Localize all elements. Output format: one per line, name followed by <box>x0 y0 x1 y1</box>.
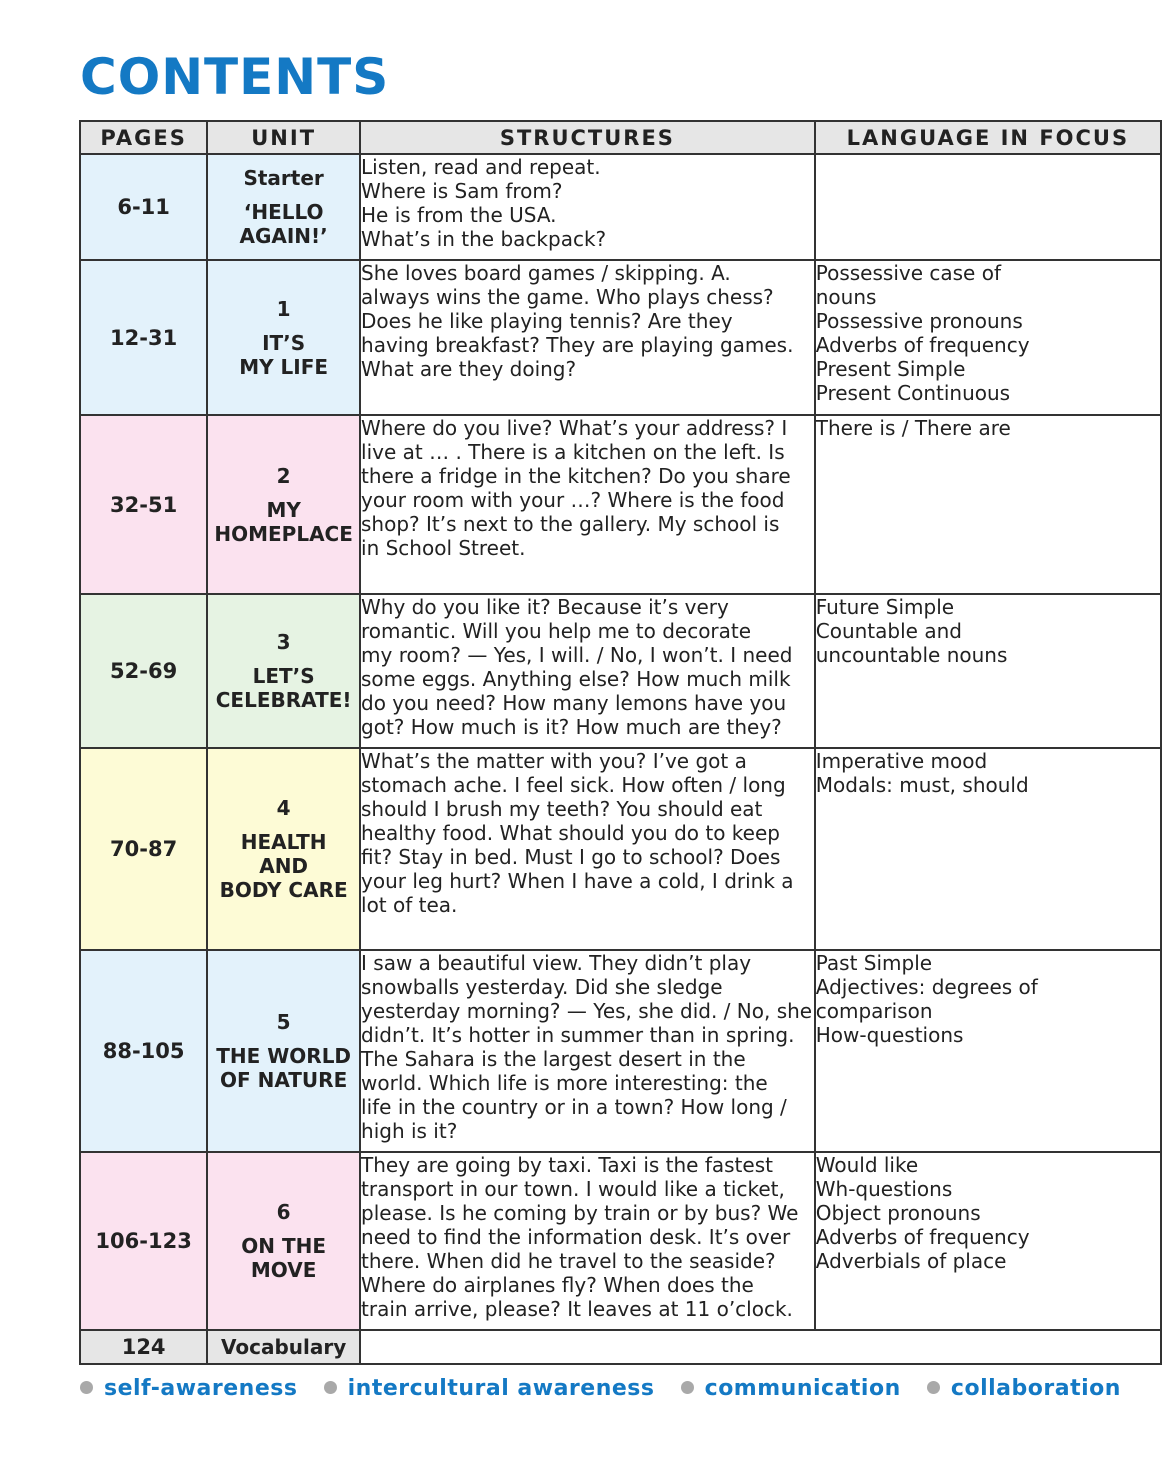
unit-cell <box>207 1152 360 1330</box>
legend-item: self-awareness <box>80 1376 297 1401</box>
unit-number: Starter <box>243 166 324 190</box>
focus-cell: There is / There are <box>815 415 1161 594</box>
unit-cell <box>207 748 360 950</box>
unit-title: MY HOMEPLACE <box>214 497 353 546</box>
header-unit: UNIT <box>207 121 360 154</box>
structures-cell: They are going by taxi. Taxi is the fastest transport in our town. I would like a ticket, please. Is he coming by train or by bus? We need to find the information desk. It’s over there. When did he travel to the seaside? Where do airplanes fly? When does the train arrive, please? It leaves at 11 o’clock. <box>360 1152 815 1330</box>
vocabulary-cell: Vocabulary <box>207 1330 360 1364</box>
pages-cell: 106-123 <box>80 1152 207 1330</box>
header-structures: STRUCTURES <box>360 121 815 154</box>
table-row <box>80 415 1161 594</box>
focus-cell: Past Simple Adjectives: degrees of comparison How-questions <box>815 950 1161 1152</box>
pages-cell: 52-69 <box>80 594 207 748</box>
pages-cell: 12-31 <box>80 260 207 415</box>
legend-item: intercultural awareness <box>324 1376 655 1401</box>
table-row <box>80 1152 1161 1330</box>
focus-cell: Would like Wh-questions Object pronouns Adverbs of frequency Adverbials of place <box>815 1152 1161 1330</box>
unit-cell <box>207 260 360 415</box>
focus-cell: Possessive case of nouns Possessive pronouns Adverbs of frequency Present Simple Present Continuous <box>815 260 1161 415</box>
unit-cell <box>207 950 360 1152</box>
pages-cell: 70-87 <box>80 748 207 950</box>
unit-number: 4 <box>276 796 291 820</box>
unit-number: 3 <box>276 630 291 654</box>
unit-title: HEALTH AND BODY CARE <box>219 830 348 902</box>
structures-cell: Listen, read and repeat. Where is Sam from? He is from the USA. What’s in the backpack? <box>360 154 815 260</box>
contents-table <box>79 120 1162 1365</box>
bullet-dot-icon <box>324 1381 337 1394</box>
unit-number: 2 <box>276 463 291 488</box>
focus-cell: Imperative mood Modals: must, should <box>815 748 1161 950</box>
focus-cell <box>815 154 1161 260</box>
unit-cell <box>207 594 360 748</box>
unit-title: LET’S CELEBRATE! <box>215 664 352 712</box>
pages-cell: 6-11 <box>80 154 207 260</box>
legend-item: communication <box>681 1376 901 1401</box>
empty-cell <box>360 1330 1161 1364</box>
table-row <box>80 748 1161 950</box>
bullet-dot-icon <box>681 1381 694 1394</box>
pages-cell: 88-105 <box>80 950 207 1152</box>
structures-cell: I saw a beautiful view. They didn’t play snowballs yesterday. Did she sledge yesterday morning? — Yes, she did. / No, she didn’t. It’s hotter in summer than in spring. The Sahara is the largest desert in the world. Which life is more interesting: the life in the country or in a town? How long / high is it? <box>360 950 815 1152</box>
table-row <box>80 260 1161 415</box>
unit-number: 6 <box>276 1200 291 1224</box>
competencies-legend <box>80 1376 1139 1401</box>
vocabulary-row <box>80 1330 1161 1364</box>
pages-cell: 32-51 <box>80 415 207 594</box>
structures-cell: Why do you like it? Because it’s very romantic. Will you help me to decorate my room? — Yes, I will. / No, I won’t. I need some eggs. Anything else? How much milk do you need? How many lemons have you got? How much is it? How much are they? <box>360 594 815 748</box>
unit-title: ON THE MOVE <box>241 1234 326 1282</box>
table-row <box>80 154 1161 260</box>
header-row <box>80 121 1161 154</box>
structures-cell: She loves board games / skipping. A. always wins the game. Who plays chess? Does he like playing tennis? Are they having breakfast? They are playing games. What are they doing? <box>360 260 815 415</box>
header-language-in-focus: LANGUAGE IN FOCUS <box>815 121 1161 154</box>
header-pages: PAGES <box>80 121 207 154</box>
unit-number: 1 <box>276 296 291 321</box>
page-title: CONTENTS <box>80 48 390 106</box>
unit-cell <box>207 415 360 594</box>
unit-title: IT’S MY LIFE <box>239 330 329 379</box>
bullet-dot-icon <box>80 1381 93 1394</box>
bullet-dot-icon <box>927 1381 940 1394</box>
unit-title: THE WORLD OF NATURE <box>216 1044 352 1092</box>
focus-cell: Future Simple Countable and uncountable nouns <box>815 594 1161 748</box>
table-row <box>80 950 1161 1152</box>
unit-title: ‘HELLO AGAIN!’ <box>239 200 328 248</box>
table-row <box>80 594 1161 748</box>
legend-item: collaboration <box>927 1376 1121 1401</box>
structures-cell: What’s the matter with you? I’ve got a stomach ache. I feel sick. How often / long should I brush my teeth? You should eat healthy food. What should you do to keep fit? Stay in bed. Must I go to school? Does your leg hurt? When I have a cold, I drink a lot of tea. <box>360 748 815 950</box>
structures-cell: Where do you live? What’s your address? I live at … . There is a kitchen on the left. Is there a fridge in the kitchen? Do you share your room with your …? Where is the food shop? It’s next to the gallery. My school is in School Street. <box>360 415 815 594</box>
unit-number: 5 <box>276 1010 291 1034</box>
unit-cell <box>207 154 360 260</box>
pages-cell: 124 <box>80 1330 207 1364</box>
